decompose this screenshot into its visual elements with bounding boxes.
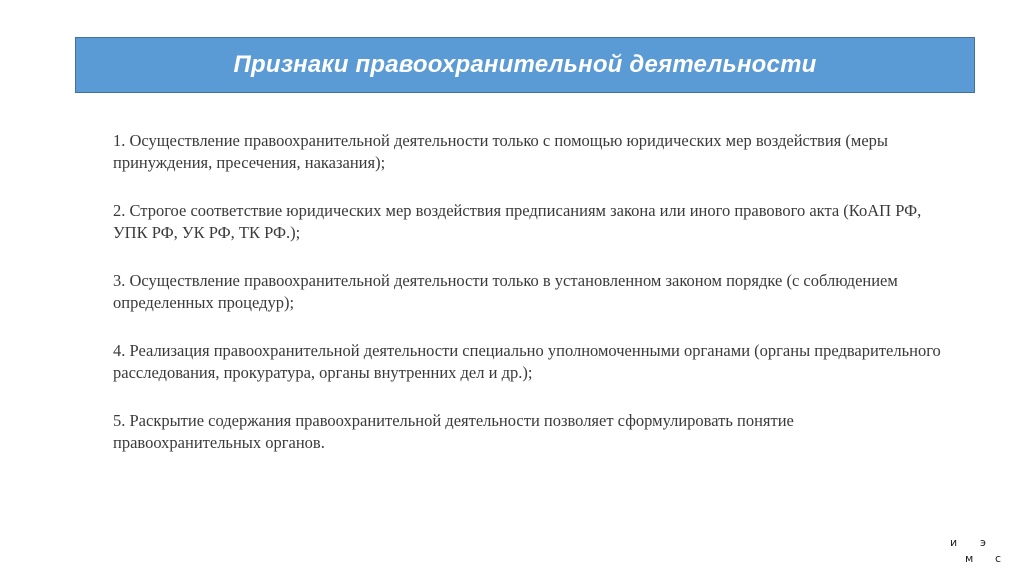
list-item: 1. Осуществление правоохранительной деятельности только с помощью юридических мер воздействия (меры принуждения, пресечения, наказания);: [113, 131, 888, 172]
logo-letter: э: [980, 536, 987, 549]
logo-letter: и: [950, 536, 958, 549]
list-item: 5. Раскрытие содержания правоохранительной деятельности позволяет сформулировать понятие правоохранительных органов.: [113, 411, 794, 452]
slide-title: Признаки правоохранительной деятельности: [233, 51, 817, 78]
list-item: 2. Строгое соответствие юридических мер воздействия предписаниям закона или иного правового акта (КоАП РФ, УПК РФ, УК РФ, ТК РФ.);: [113, 201, 922, 242]
list-item: 4. Реализация правоохранительной деятельности специально уполномоченными органами (органы предварительного расследования, прокуратура, органы внутренних дел и др.);: [113, 341, 941, 382]
content-list: [113, 130, 943, 480]
logo-letter: с: [995, 552, 1002, 565]
imes-logo: [950, 536, 1010, 566]
title-banner: [75, 37, 975, 93]
logo-letter: м: [965, 552, 974, 565]
list-item: 3. Осуществление правоохранительной деятельности только в установленном законом порядке (с соблюдением определенных процедур);: [113, 271, 898, 312]
